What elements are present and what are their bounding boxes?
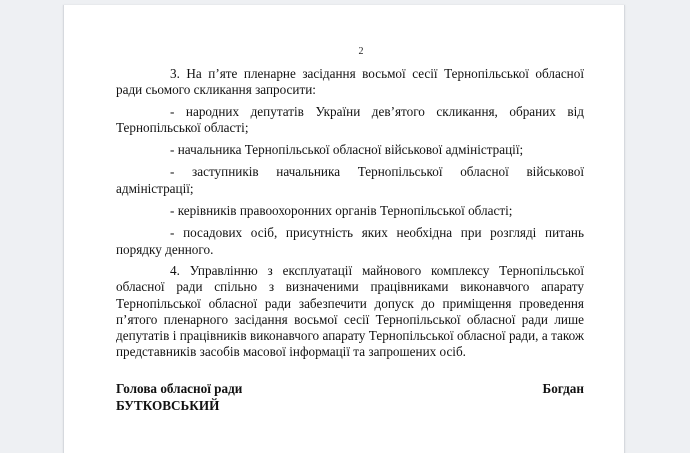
document-body (116, 66, 584, 361)
page-number: 2 (358, 46, 364, 57)
signature-block (116, 381, 584, 414)
invite-item-deputy-heads: - заступників начальника Тернопільської обласної військової адміністрації; (116, 164, 584, 196)
invite-item-officials: - посадових осіб, присутність яких необхідна при розгляді питань порядку денного. (116, 225, 584, 257)
invite-item-law-enforcement: - керівників правоохоронних органів Тернопільської області; (170, 203, 513, 219)
paragraph-4-access: 4. Управлінню з експлуатації майнового комплексу Тернопільської обласної ради спільно з визначеними працівниками виконавчого апарату Тернопільської обласної ради забезпечити допуск до приміщення проведення п’ятого пленарного засідання восьмої сесії Тернопільської обласної ради лише депутатів і працівників виконавчого апарату Тернопільської обласної ради, а також представників засобів масової інформації та запрошених осіб. (116, 262, 584, 360)
signatory-surname: БУТКОВСЬКИЙ (116, 397, 220, 413)
signatory-position: Голова обласної ради (116, 381, 243, 396)
signature-row (116, 381, 584, 398)
invite-item-mps: - народних депутатів України дев’ятого скликання, обраних від Тернопільської області; (116, 103, 584, 135)
invite-item-head-administration: - начальника Тернопільської обласної військової адміністрації; (170, 142, 524, 158)
signatory-first-name: Богдан (542, 381, 584, 396)
paragraph-3-invite: 3. На п’яте пленарне засідання восьмої сесії Тернопільської обласної ради сьомого скликання запросити: (116, 66, 584, 98)
